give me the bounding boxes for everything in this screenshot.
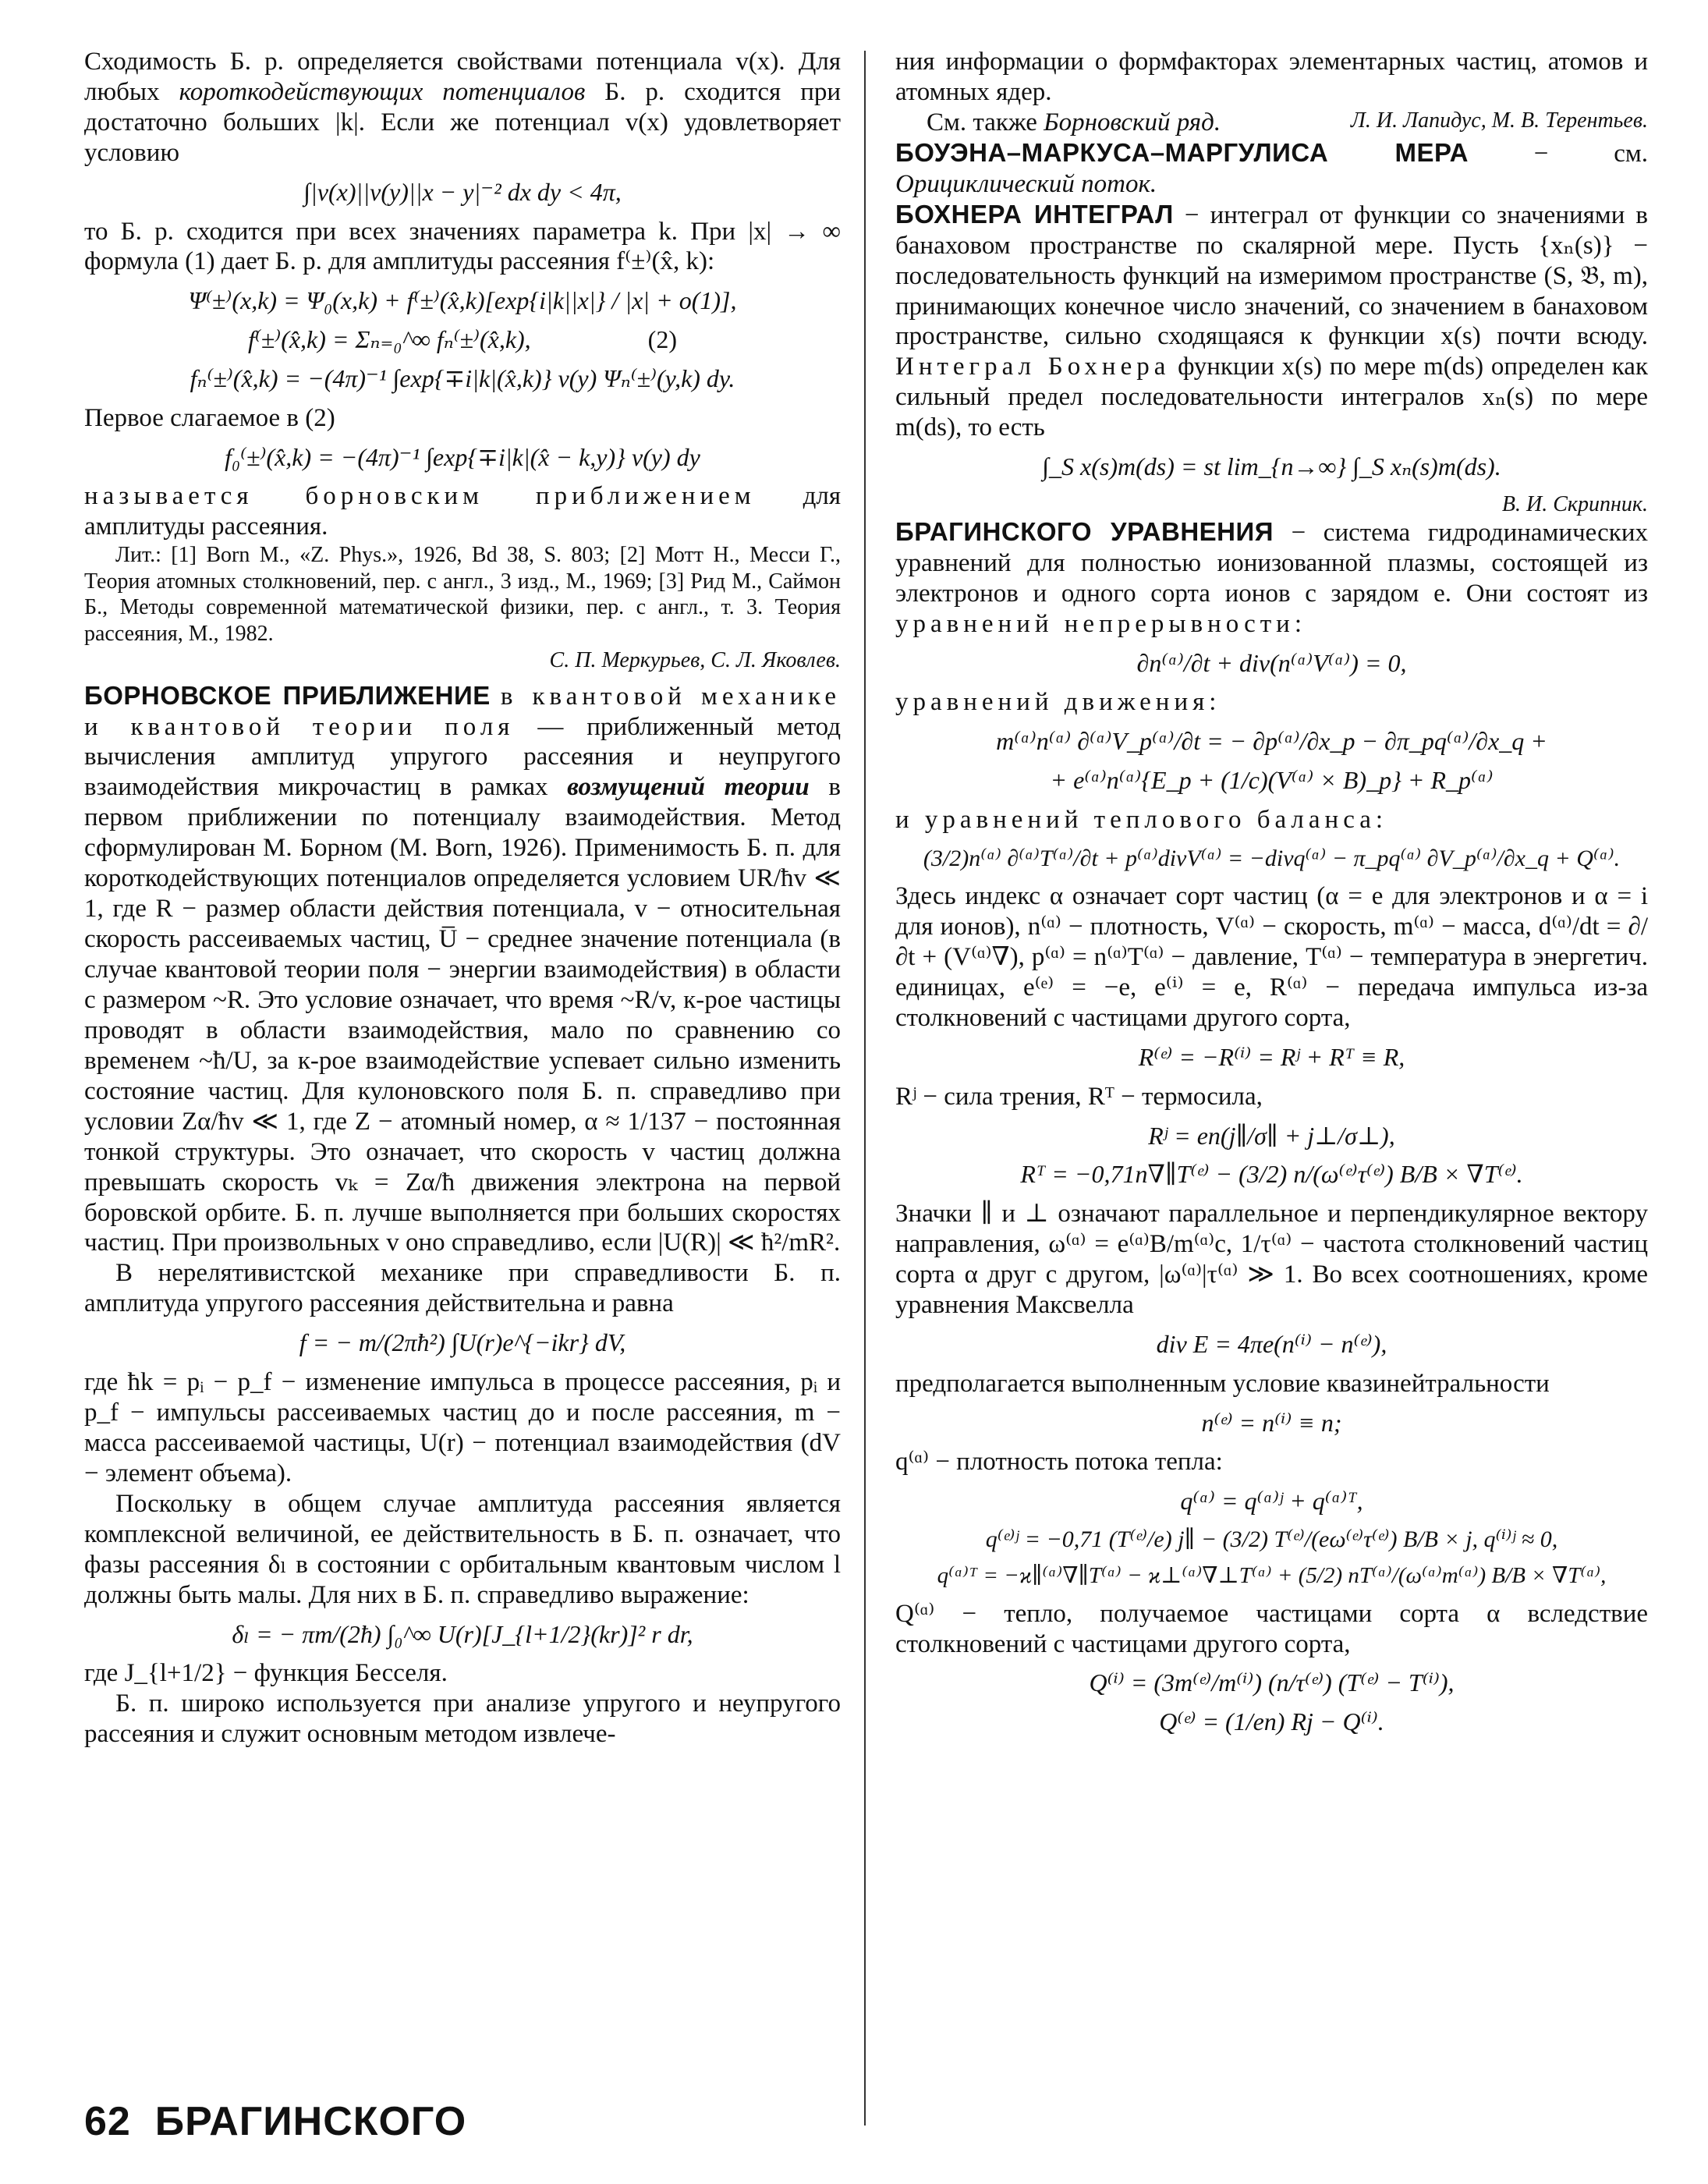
see-also: См. также Борновский ряд. Л. И. Лапидус, М. В. Терентьев.	[927, 108, 1648, 136]
formula-Qe: Q⁽ᵉ⁾ = (1/en) Rj − Q⁽ⁱ⁾.	[1159, 1707, 1384, 1736]
formula-psi: Ψ⁽±⁾(x,k) = Ψ₀(x,k) + f⁽±⁾(x̂,k)[exp{i|k||x|} / |x| + o(1)],	[188, 286, 737, 315]
formula-qT: q⁽ᵅ⁾ᵀ = −ϰ∥⁽ᵅ⁾∇∥T⁽ᵅ⁾ − ϰ⊥⁽ᵅ⁾∇⊥T⁽ᵅ⁾ + (5/2) nT⁽ᵅ⁾/(ω⁽ᵅ⁾m⁽ᵅ⁾) B/B × ∇T⁽ᵅ⁾,	[937, 1563, 1607, 1589]
paragraph: Rʲ − сила трения, Rᵀ − термосила,	[895, 1082, 1263, 1111]
cross-reference: Борновский ряд.	[1044, 108, 1221, 136]
formula-series: f⁽±⁾(x̂,k) = Σₙ₌₀^∞ fₙ⁽±⁾(x̂,k), (2)	[248, 325, 677, 354]
paragraph: Первое слагаемое в (2)	[84, 403, 335, 432]
formula-bochner: ∫_S x(s)m(ds) = st lim_{n→∞} ∫_S xₙ(s)m(ds).	[1042, 452, 1501, 481]
formula-fn: fₙ⁽±⁾(x̂,k) = −(4π)⁻¹ ∫exp{∓i|k|(x̂,k)} v(y) Ψₙ⁽±⁾(y,k) dy.	[190, 363, 735, 392]
paragraph: Сходимость Б. р. определяется свойствами потенциала v(x). Для любых короткодействующих потенциалов Б. р. сходится при достаточно больших |k|. Если же потенциал v(x) удовлетворяет условию	[84, 48, 842, 167]
running-head: БРАГИНСКОГО	[154, 2099, 467, 2144]
paragraph: ния информации о формфакторах элементарных частиц, атомов и атомных ядер.	[895, 48, 1648, 106]
paragraph: Здесь индекс α означает сорт частиц (α = e для электронов и α = i для ионов), n⁽ᵅ⁾ − плотность, V⁽ᵅ⁾ − скорость, m⁽ᵅ⁾ − масса, d⁽ᵅ⁾/dt = ∂/∂t + (V⁽ᵅ⁾∇), p⁽ᵅ⁾ = n⁽ᵅ⁾T⁽ᵅ⁾ − давление, T⁽ᵅ⁾ − температура в энергетич. единицах, e⁽ᵉ⁾ = −e, e⁽ⁱ⁾ = e, R⁽ᵅ⁾ − передача импульса из-за столкновений с частицами другого сорта,	[895, 882, 1648, 1032]
formula-Qi: Q⁽ⁱ⁾ = (3m⁽ᵉ⁾/m⁽ⁱ⁾) (n/τ⁽ᵉ⁾) (T⁽ᵉ⁾ − T⁽ⁱ⁾),	[1089, 1668, 1455, 1697]
emphasis: короткодействующих потенциалов	[179, 77, 586, 106]
formula-RT: Rᵀ = −0,71n∇∥T⁽ᵉ⁾ − (3/2) n/(ω⁽ᵉ⁾τ⁽ᵉ⁾) B/B × ∇T⁽ᵉ⁾.	[1020, 1160, 1523, 1189]
authors: В. И. Скрипник.	[1501, 491, 1648, 516]
authors: С. П. Меркурьев, С. Л. Яковлев.	[549, 647, 841, 672]
entry-heading: БОРНОВСКОЕ ПРИБЛИЖЕНИЕ	[84, 680, 491, 710]
literature: Лит.: [1] Born M., «Z. Phys.», 1926, Bd 38, S. 803; [2] Мотт Н., Месси Г., Теория атомных столкновений, пер. с англ., 3 изд., М., 1969; [3] Рид М., Саймон Б., Методы современной математической физики, пер. с англ., т. 3. Теория рассеяния, М., 1982.	[84, 543, 841, 646]
formula-motion-cont: + e⁽ᵅ⁾n⁽ᵅ⁾{E_p + (1/c)(V⁽ᵅ⁾ × B)_p} + R_p⁽ᵅ⁾	[1050, 766, 1494, 795]
page-footer	[84, 2098, 466, 2145]
formula-heat-balance: (3/2)n⁽ᵅ⁾ ∂⁽ᵅ⁾T⁽ᵅ⁾/∂t + p⁽ᵅ⁾divV⁽ᵅ⁾ = −divq⁽ᵅ⁾ − π_pq⁽ᵅ⁾ ∂V_p⁽ᵅ⁾/∂x_q + Q⁽ᵅ⁾.	[923, 845, 1621, 871]
entry-braginskii-equations: БРАГИНСКОГО УРАВНЕНИЯ − система гидродинамических уравнений для полностью ионизованной плазмы, состоящей из электронов и одного сорта ионов с зарядом e. Они состоят из уравнений непрерывности:	[895, 516, 1648, 638]
formula-continuity: ∂n⁽ᵅ⁾/∂t + div(n⁽ᵅ⁾V⁽ᵅ⁾) = 0,	[1136, 648, 1407, 677]
column-divider	[864, 51, 866, 2126]
paragraph: Б. п. широко используется при анализе упругого и неупругого рассеяния и служит основным методом извлече-	[84, 1689, 841, 1749]
formula-f0: f₀⁽±⁾(x̂,k) = −(4π)⁻¹ ∫exp{∓i|k|(x̂ − k,y)} v(y) dy	[225, 442, 700, 471]
paragraph: и уравнений теплового баланса:	[895, 805, 1388, 834]
formula-motion: m⁽ᵅ⁾n⁽ᵅ⁾ ∂⁽ᵅ⁾V_p⁽ᵅ⁾/∂t = − ∂p⁽ᵅ⁾/∂x_p − ∂π_pq⁽ᵅ⁾/∂x_q +	[996, 727, 1547, 756]
equation-number: (2)	[647, 325, 677, 354]
paragraph: Значки ∥ и ⊥ означают параллельное и перпендикулярное вектору направления, ω⁽ᵅ⁾ = e⁽ᵅ⁾B/m⁽ᵅ⁾c, 1/τ⁽ᵅ⁾ − частота столкновений частиц сорта α друг с другом, |ω⁽ᵅ⁾|τ⁽ᵅ⁾ ≫ 1. Во всех соотношениях, кроме уравнения Максвелла	[895, 1200, 1648, 1319]
authors: Л. И. Лапидус, М. В. Терентьев.	[1350, 108, 1648, 133]
page-number: 62	[84, 2099, 131, 2144]
entry-bowen-markus-margulis: БОУЭНА–МАРКУСА–МАРГУЛИСА МЕРА − см. Орициклический поток.	[895, 137, 1649, 198]
entry-born-approximation: БОРНОВСКОЕ ПРИБЛИЖЕНИЕ в квантовой механике и квантовой теории поля — приближенный метод вычисления амплитуд упругого рассеяния и неупругого взаимодействия микрочастиц в рамках возмущений теории в первом приближении по потенциалу взаимодействия. Метод сформулирован М. Борном (M. Born, 1926). Применимость Б. п. для короткодействующих потенциалов определяется условием UR/ħv ≪ 1, где R − размер области действия потенциала, v − относительная скорость рассеиваемых частиц, U̅ − среднее значение потенциала (в случае квантовой теории поля − энергии взаимодействия) в области с размером ~R. Это условие означает, что время ~R/v, к-рое частицы проводят в области взаимодействия, мало по сравнению со временем ~ħ/U, за к-рое взаимодействие успевает сильно изменить состояние частиц. Для кулоновского поля Б. п. справедливо при условии Zα/ħv ≪ 1, где Z − атомный номер, α ≈ 1/137 − постоянная тонкой структуры. Это означает, что скорость v частиц должна превышать скорость vₖ = Zα/ħ движения электрона на первой боровской орбите. Б. п. лучше выполняется при больших скоростях частиц. При произвольных v оно справедливо, если |U(R)| ≪ ħ²/mR².	[84, 680, 842, 1257]
paragraph: называется борновским приближением для амплитуды рассеяния.	[84, 482, 841, 541]
paragraph: В нерелятивистской механике при справедливости Б. п. амплитуда упругого рассеяния действительна и равна	[84, 1259, 841, 1318]
paragraph: q⁽ᵅ⁾ − плотность потока тепла:	[895, 1448, 1223, 1477]
paragraph: Поскольку в общем случае амплитуда рассеяния является комплексной величиной, ее действительность в Б. п. означает, что фазы рассеяния δₗ в состоянии с орбитальным квантовым числом l должны быть малы. Для них в Б. п. справедливо выражение:	[84, 1489, 841, 1609]
entry-heading: БОУЭНА–МАРКУСА–МАРГУЛИСА МЕРА	[895, 137, 1469, 167]
cross-reference: Орициклический поток.	[895, 169, 1157, 198]
formula-quasineutrality: n⁽ᵉ⁾ = n⁽ⁱ⁾ ≡ n;	[1201, 1408, 1342, 1437]
paragraph: Q⁽ᵅ⁾ − тепло, получаемое частицами сорта α вследствие столкновений с частицами другого сорта,	[895, 1599, 1648, 1658]
formula-maxwell: div E = 4πe(n⁽ⁱ⁾ − n⁽ᵉ⁾),	[1156, 1329, 1387, 1358]
formula-condition: ∫|v(x)||v(y)||x − y|⁻² dx dy < 4π,	[303, 177, 622, 206]
entry-bochner-integral: БОХНЕРА ИНТЕГРАЛ − интеграл от функции со значениями в банаховом пространстве по скалярной мере. Пусть {xₙ(s)} − последовательность функций на измеримом пространстве (S, 𝔅, m), принимающих конечное число значений, со значением в банаховом пространстве, сильно сходящаяся к функции x(s) почти всюду. Интеграл Бохнера функции x(s) по мере m(ds) определен как сильный предел последовательности интегралов xₙ(s) по мере m(ds), то есть	[895, 199, 1649, 442]
formula-amplitude: f = − m/(2πħ²) ∫U(r)e^{−ikr} dV,	[299, 1328, 626, 1357]
formula-R: R⁽ᵉ⁾ = −R⁽ⁱ⁾ = Rʲ + Rᵀ ≡ R,	[1138, 1042, 1405, 1071]
paragraph: где ħk = pᵢ − p_f − изменение импульса в процессе рассеяния, pᵢ и p_f − импульсы рассеиваемых частиц до и после рассеяния, m − масса рассеиваемой частицы, U(r) − потенциал взаимодействия (dV − элемент объема).	[84, 1368, 841, 1487]
formula-q: q⁽ᵅ⁾ = q⁽ᵅ⁾ʲ + q⁽ᵅ⁾ᵀ,	[1180, 1487, 1363, 1516]
formula-Rj: Rʲ = en(j∥/σ∥ + j⊥/σ⊥),	[1148, 1121, 1395, 1150]
entry-heading: БОХНЕРА ИНТЕГРАЛ	[895, 199, 1174, 229]
entry-heading: БРАГИНСКОГО УРАВНЕНИЯ	[895, 516, 1274, 546]
left-column	[84, 47, 841, 1750]
paragraph: где J_{l+1/2} − функция Бесселя.	[84, 1659, 448, 1688]
formula-qe: q⁽ᵉ⁾ʲ = −0,71 (T⁽ᵉ⁾/e) j∥ − (3/2) T⁽ᵉ⁾/(eω⁽ᵉ⁾τ⁽ᵉ⁾) B/B × j, q⁽ⁱ⁾ʲ ≈ 0,	[985, 1526, 1558, 1552]
formula-phase: δₗ = − πm/(2ħ) ∫₀^∞ U(r)[J_{l+1/2}(kr)]² r dr,	[232, 1619, 693, 1648]
cross-reference: возмущений теории	[567, 773, 810, 802]
right-column	[895, 47, 1648, 1746]
paragraph: то Б. р. сходится при всех значениях параметра k. При |x| → ∞ формула (1) дает Б. р. для амплитуды рассеяния f⁽±⁾(x̂, k):	[84, 217, 841, 276]
paragraph: предполагается выполненным условие квазинейтральности	[895, 1369, 1550, 1398]
paragraph: уравнений движения:	[895, 688, 1221, 717]
